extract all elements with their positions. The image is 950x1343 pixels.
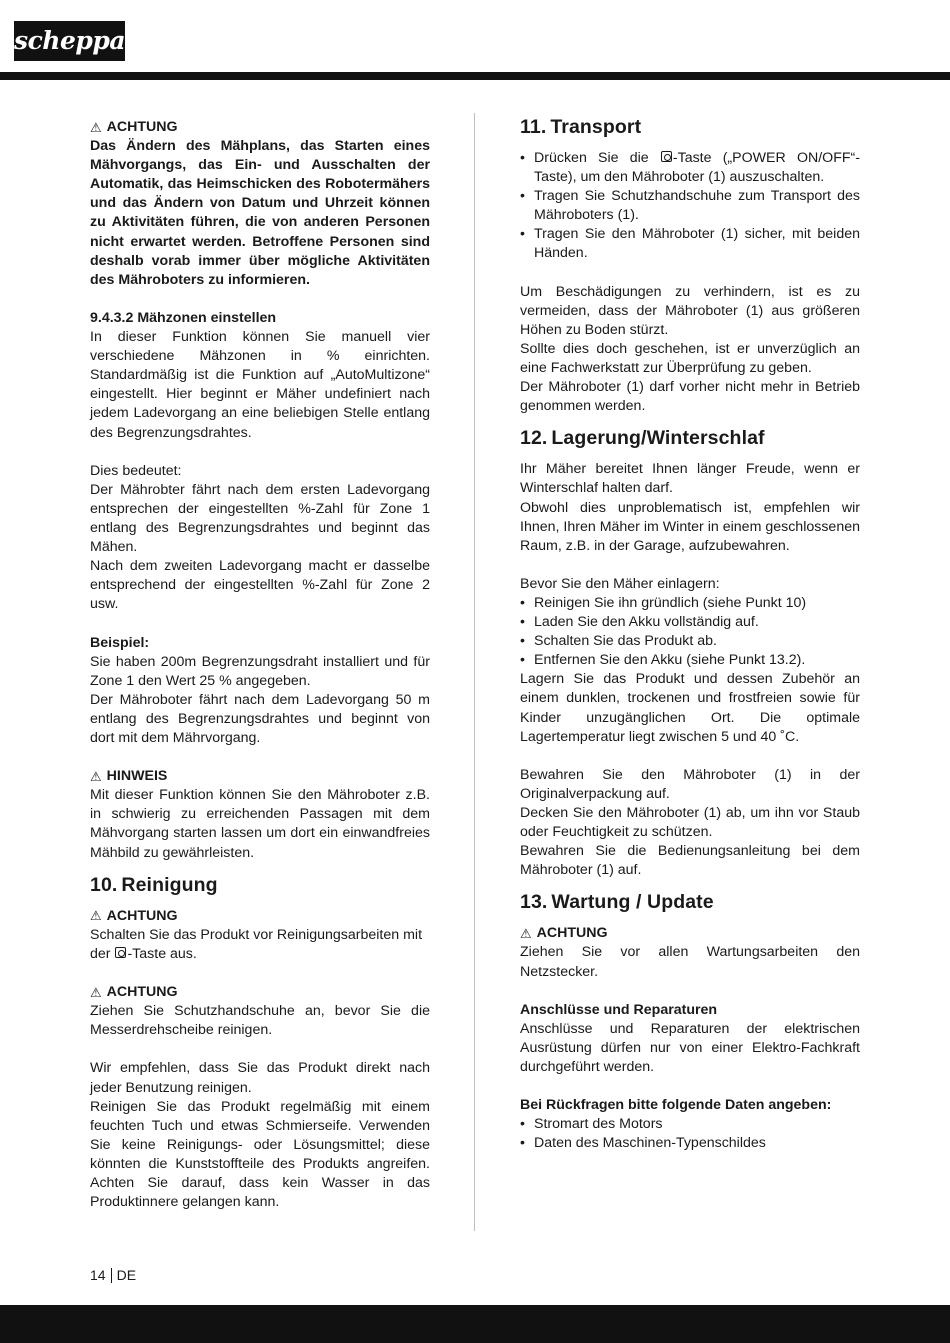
list-item: • Tragen Sie Schutzhandschuhe zum Transport des Mähroboters (1). bbox=[520, 187, 860, 225]
warning-heading: ⚠ ACHTUNG bbox=[90, 984, 178, 1001]
brand-logo: scheppach bbox=[14, 21, 125, 61]
list-item: • Laden Sie den Akku vollständig auf. bbox=[520, 613, 860, 632]
list-item: • Tragen Sie den Mähroboter (1) sicher, mit beiden Händen. bbox=[520, 225, 860, 263]
paragraph: Nach dem zweiten Ladevorgang macht er dasselbe entsprechend der eingestellten %-Zahl für Zone 2 usw. bbox=[90, 558, 430, 613]
warning-triangle-icon: ⚠ bbox=[90, 119, 102, 135]
paragraph: Ihr Mäher bereitet Ihnen länger Freude, wenn er Winterschlaf halten darf. bbox=[520, 461, 860, 497]
paragraph: In dieser Funktion können Sie manuell vier verschiedene Mähzonen in % einrichten. Standardmäßig ist die Funktion auf „AutoMultizone“ eingestellt. Hier beginnt er Mäher undefiniert nach jedem Ladevorgang an eine beliebigen Stelle entlang des Begrenzungsdrahtes. bbox=[90, 329, 430, 441]
warning-triangle-icon: ⚠ bbox=[520, 925, 532, 941]
list-item: • Entfernen Sie den Akku (siehe Punkt 13.2). bbox=[520, 651, 860, 670]
paragraph: Bevor Sie den Mäher einlagern: bbox=[520, 575, 720, 592]
paragraph: Obwohl dies unproblematisch ist, empfehlen wir Ihnen, Ihren Mäher im Winter in einem geschlossenen Raum, z.B. in der Garage, aufzubewahren. bbox=[520, 499, 860, 554]
left-column bbox=[90, 118, 430, 1212]
column-divider bbox=[474, 113, 475, 1231]
language-code: DE bbox=[116, 1267, 137, 1283]
warning-text: Ziehen Sie vor allen Wartungsarbeiten den Netzstecker. bbox=[520, 944, 860, 980]
page-number: 14 bbox=[90, 1267, 106, 1283]
paragraph: Bewahren Sie die Bedienungsanleitung bei dem Mähroboter (1) auf. bbox=[520, 843, 860, 879]
paragraph: Lagern Sie das Produkt und dessen Zubehör an einem dunklen, trockenen und frostfreien sowie für Kinder unzugänglichen Ort. Die optimale Lagertemperatur liegt zwischen 5 und 40 ˚C. bbox=[520, 671, 860, 745]
power-button-icon bbox=[661, 151, 672, 162]
warning-triangle-icon: ⚠ bbox=[90, 908, 102, 924]
subsection-title: Bei Rückfragen bitte folgende Daten angeben: bbox=[520, 1097, 832, 1114]
right-column bbox=[520, 114, 860, 1154]
list-item: • Daten des Maschinen-Typenschildes bbox=[520, 1134, 860, 1153]
power-button-icon bbox=[115, 947, 126, 958]
subsection-title: 9.4.3.2 Mähzonen einstellen bbox=[90, 309, 277, 326]
list-item: • Stromart des Motors bbox=[520, 1115, 860, 1134]
warning-text: Schalten Sie das Produkt vor Reinigungsarbeiten mit der -Taste aus. bbox=[90, 926, 423, 962]
subsection-title: Anschlüsse und Reparaturen bbox=[520, 1001, 718, 1018]
inquiry-list bbox=[520, 1115, 860, 1153]
warning-heading: ⚠ ACHTUNG bbox=[90, 907, 178, 924]
paragraph: Der Mähroboter fährt nach dem Ladevorgang 50 m entlang des Begrenzungsdrahtes und beginnt von dort mit dem Mährvorgang. bbox=[90, 691, 430, 746]
warning-heading: ⚠ ACHTUNG bbox=[90, 119, 178, 135]
section-heading-wartung: 13. Wartung / Update bbox=[520, 891, 714, 914]
paragraph: Sollte dies doch geschehen, ist er unverzüglich an eine Fachwerkstatt zur Überprüfung zu geben. bbox=[520, 340, 860, 377]
warning-triangle-icon: ⚠ bbox=[90, 984, 102, 1000]
warning-text: Das Ändern des Mähplans, das Starten eines Mähvorgangs, das Ein- und Ausschalten der Automatik, das Heimschicken des Robotermähers und das Ändern von Datum und Uhrzeit können zu Aktivitäten führen, die von anderen Personen nicht erwartet werden. Betroffene Personen sind deshalb vorab immer über mögliche Aktivitäten des Mähroboters zu informieren. bbox=[90, 138, 430, 288]
paragraph: Um Beschädigungen zu verhindern, ist es zu vermeiden, dass der Mähroboter (1) aus größeren Höhen zu Boden stürzt. bbox=[520, 283, 860, 338]
section-heading-lagerung: 12. Lagerung/Winterschlaf bbox=[520, 427, 765, 450]
list-item: • Drücken Sie die -Taste („POWER ON/OFF“-Taste), um den Mähroboter (1) auszuschalten. bbox=[520, 149, 860, 187]
example-title: Beispiel: bbox=[90, 634, 150, 651]
warning-text: Ziehen Sie Schutzhandschuhe an, bevor Sie die Messerdrehscheibe reinigen. bbox=[90, 1003, 430, 1039]
list-item: • Schalten Sie das Produkt ab. bbox=[520, 632, 860, 651]
paragraph: Decken Sie den Mähroboter (1) ab, um ihn vor Staub oder Feuchtigkeit zu schützen. bbox=[520, 805, 860, 841]
paragraph: Dies bedeutet: bbox=[90, 462, 182, 479]
warning-triangle-icon: ⚠ bbox=[90, 768, 102, 784]
footer-separator bbox=[111, 1268, 112, 1283]
paragraph: Der Mähroboter (1) darf vorher nicht mehr in Betrieb genommen werden. bbox=[520, 379, 860, 415]
paragraph: Reinigen Sie das Produkt regelmäßig mit einem feuchten Tuch und etwas Schmierseife. Verwenden Sie keine Reinigungs- oder Lösungsmittel; diese könnten die Kunststoffteile des Produkts angreifen. Achten Sie darauf, dass kein Wasser in das Produktinnere gelangen kann. bbox=[90, 1098, 430, 1211]
list-item: • Reinigen Sie ihn gründlich (siehe Punkt 10) bbox=[520, 594, 860, 613]
section-heading-transport: 11. Transport bbox=[520, 116, 642, 138]
warning-heading: ⚠ ACHTUNG bbox=[520, 925, 608, 942]
section-heading-reinigung: 10. Reinigung bbox=[90, 873, 218, 896]
footer-bar bbox=[0, 1305, 950, 1343]
paragraph: Sie haben 200m Begrenzungsdraht installiert und für Zone 1 den Wert 25 % angegeben. bbox=[90, 653, 430, 689]
paragraph: Wir empfehlen, dass Sie das Produkt direkt nach jeder Benutzung reinigen. bbox=[90, 1060, 430, 1096]
paragraph: Bewahren Sie den Mähroboter (1) in der Originalverpackung auf. bbox=[520, 766, 860, 802]
page-footer bbox=[90, 1266, 136, 1284]
note-text: Mit dieser Funktion können Sie den Mähroboter z.B. in schwierig zu erreichenden Passagen mit dem Mähvorgang starten lassen um dort ein einwandfreies Mähbild zu gewährleisten. bbox=[90, 787, 430, 861]
paragraph: Anschlüsse und Reparaturen der elektrischen Ausrüstung dürfen nur von einer Elektro-Fachkraft durchgeführt werden. bbox=[520, 1020, 860, 1076]
note-heading: ⚠ HINWEIS bbox=[90, 768, 168, 785]
transport-list bbox=[520, 149, 860, 264]
header-bar bbox=[0, 72, 950, 80]
paragraph: Der Mährobter fährt nach dem ersten Ladevorgang entsprechen der eingestellten %-Zahl für Zone 1 entlang des Begrenzungsdrahtes und beginnt das Mähen. bbox=[90, 481, 430, 556]
storage-list bbox=[520, 594, 860, 670]
